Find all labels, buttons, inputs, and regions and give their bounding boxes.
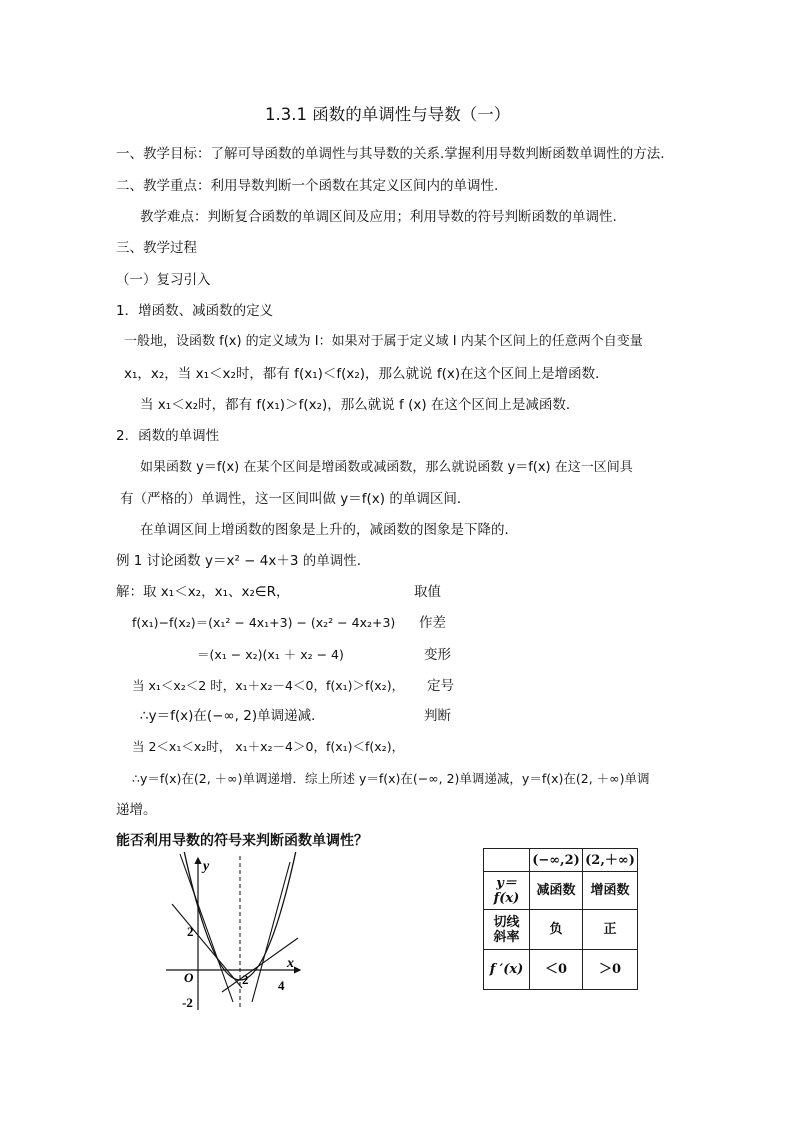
slope-label-line-2: 斜率 — [493, 929, 520, 945]
monotonicity-line-2: 有（严格的）单调性，这一区间叫做 y＝f(x) 的单调区间． — [120, 491, 471, 507]
table-cell-greater-than-zero: ＞0 — [583, 950, 638, 990]
section-goal: 一、教学目标：了解可导函数的单调性与其导数的关系.掌握利用导数判断函数单调性的方法. — [116, 146, 665, 162]
definition-line-3: 当 x₁＜x₂时，都有 f(x₁)＞f(x₂)，那么就说 f (x) 在这个区间上是减函数． — [140, 397, 580, 413]
section-key: 二、教学重点：利用导数判断一个函数在其定义区间内的单调性. — [116, 178, 499, 194]
definition-line-1: 一般地，设函数 f(x) 的定义域为 I：如果对于属于定义域 I 内某个区间上的任意两个自变量 — [124, 334, 643, 349]
tangent-line — [172, 904, 242, 988]
solution-step-6: 当 2＜x₁＜x₂时， x₁＋x₂－4＞0，f(x₁)＜f(x₂)， — [132, 739, 405, 754]
page-title: 1.3.1 函数的单调性与导数（一） — [265, 105, 511, 124]
slope-label-line-1: 切线 — [493, 914, 520, 930]
y-axis-label: y — [203, 859, 210, 874]
solution-tag-3: 变形 — [424, 647, 451, 663]
tick-label-x2: 2 — [242, 972, 249, 987]
monotonicity-heading: 2．函数的单调性 — [116, 428, 220, 444]
table-row-label-slope — [484, 910, 530, 950]
solution-tag-1: 取值 — [414, 584, 441, 600]
definition-heading: 1．增函数、减函数的定义 — [116, 303, 274, 319]
table-cell-decreasing: 减函数 — [530, 872, 583, 910]
definition-line-2: x₁，x₂，当 x₁＜x₂时，都有 f(x₁)＜f(x₂)，那么就说 f(x)在这个区间上是增函数． — [124, 366, 609, 382]
monotonicity-line-1: 如果函数 y＝f(x) 在某个区间是增函数或减函数，那么就说函数 y＝f(x) 在这一区间具 — [140, 460, 633, 475]
monotonicity-line-3: 在单调区间上增函数的图象是上升的，减函数的图象是下降的． — [140, 522, 518, 538]
table-cell-positive: 正 — [583, 910, 638, 950]
solution-step-7: ∴y＝f(x)在(2, ＋∞)单调递增．综上所述 y＝f(x)在(−∞, 2)单调递减，y＝f(x)在(2, ＋∞)单调 — [132, 771, 650, 786]
x-axis-label: x — [287, 956, 294, 971]
monotonicity-table — [483, 848, 638, 990]
table-row-label-derivative: f ′(x) — [484, 950, 530, 990]
table-corner-cell — [484, 849, 530, 872]
solution-step-3: ＝(x₁ − x₂)(x₁ ＋ x₂ − 4) — [197, 647, 344, 662]
tick-label-yn2: -2 — [182, 995, 193, 1010]
question-heading: 能否利用导数的符号来判断函数单调性？ — [116, 833, 368, 849]
tick-label-x4: 4 — [278, 978, 285, 993]
section-difficulty: 教学难点：判断复合函数的单调区间及应用；利用导数的符号判断函数的单调性. — [140, 209, 617, 225]
tick-label-y2: 2 — [187, 924, 194, 939]
solution-step-1: 解：取 x₁＜x₂，x₁、x₂∈R， — [116, 584, 290, 600]
solution-step-5: ∴y＝f(x)在(−∞, 2)单调递减． — [140, 708, 325, 724]
solution-tag-2: 作差 — [419, 615, 446, 631]
table-cell-increasing: 增函数 — [583, 872, 638, 910]
solution-tag-4: 定号 — [427, 678, 454, 694]
parabola-graph — [160, 852, 305, 1012]
solution-tag-5: 判断 — [424, 708, 451, 724]
solution-step-8: 递增。 — [116, 802, 157, 818]
table-header-interval-1: (−∞,2) — [530, 849, 583, 872]
section-process: 三、教学过程 — [116, 240, 197, 256]
table-header-interval-2: (2,＋∞) — [583, 849, 638, 872]
table-row-label-function: y＝f(x) — [484, 872, 530, 910]
solution-step-4: 当 x₁＜x₂＜2 时，x₁＋x₂－4＜0，f(x₁)＞f(x₂)， — [132, 678, 405, 693]
solution-step-2: f(x₁)−f(x₂)＝(x₁² − 4x₁+3) − (x₂² − 4x₂+3) — [132, 615, 396, 630]
table-cell-less-than-zero: ＜0 — [530, 950, 583, 990]
example-statement: 例 1 讨论函数 y＝x² − 4x＋3 的单调性． — [116, 553, 371, 569]
section-review: （一）复习引入 — [116, 272, 211, 288]
table-cell-negative: 负 — [530, 910, 583, 950]
origin-label: O — [184, 970, 194, 985]
